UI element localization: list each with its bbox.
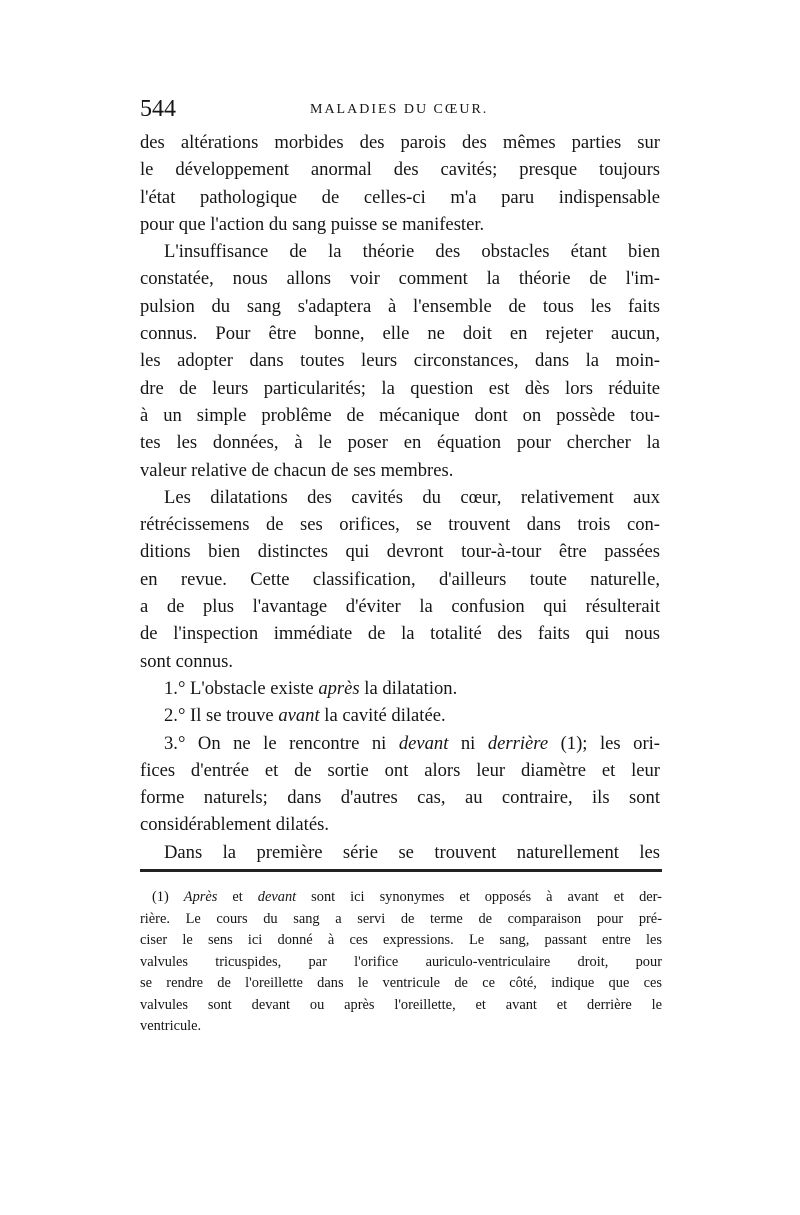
list-item-2 [140, 702, 660, 729]
italic-term: après [318, 677, 360, 699]
text-line: tes les données, à le poser en équation pour chercher la [140, 432, 660, 454]
paragraph-start: Dans la première série se trouvent naturellement les [164, 841, 660, 863]
text-line: dre de leurs particularités; la question est dès lors réduite [140, 377, 660, 399]
footnote-line: rière. Le cours du sang a servi de terme de comparaison pour pré- [140, 910, 662, 927]
italic-term: avant [278, 705, 320, 727]
list-item-3 [140, 730, 660, 757]
footnote-line [140, 887, 662, 909]
text-line: pour que l'action du sang puisse se manifester. [140, 213, 485, 235]
footnote-line: ciser le sens ici donné à ces expressions. Le sang, passant entre les [140, 932, 662, 948]
footnote-divider [140, 869, 662, 872]
list-item-text: la dilatation. [359, 677, 458, 699]
text-line: a de plus l'avantage d'éviter la confusion qui résulterait [140, 596, 660, 618]
text-line: connus. Pour être bonne, elle ne doit en rejeter aucun, [140, 323, 660, 345]
text-line: valeur relative de chacun de ses membres. [140, 459, 454, 481]
text-line: constatée, nous allons voir comment la théorie de l'im- [140, 268, 660, 290]
text-line: à un simple problême de mécanique dont on possède tou- [140, 404, 660, 426]
text-line: forme naturels; dans d'autres cas, au contraire, ils sont [140, 787, 660, 809]
list-item-text: 1.° L'obstacle existe [164, 677, 319, 699]
list-item-text: 3.° On ne le rencontre ni [164, 732, 399, 754]
italic-term: devant [398, 732, 449, 754]
text-line: l'état pathologique de celles-ci m'a paru indispensable [140, 186, 660, 208]
paragraph-start: L'insuffisance de la théorie des obstacles étant bien [164, 241, 660, 263]
footnote-line: ventricule. [140, 1018, 202, 1034]
footnote-text: sont ici synonymes et opposés à avant et der- [296, 889, 662, 905]
running-title: MALADIES DU CŒUR. [310, 102, 489, 117]
list-item-text: ni [448, 732, 488, 754]
list-item-text: 2.° Il se trouve [164, 705, 279, 727]
page-header [140, 96, 660, 126]
footnote-text: et [217, 889, 258, 905]
footnote-marker: (1) [152, 889, 184, 905]
footnote-line: valvules tricuspides, par l'orifice auriculo-ventriculaire droit, pour [140, 953, 662, 970]
italic-term: derrière [487, 732, 549, 754]
page-number: 544 [140, 96, 176, 122]
footnote-line: se rendre de l'oreillette dans le ventricule de ce côté, indique que ces [140, 975, 662, 991]
text-line: ditions bien distinctes qui devront tour-à-tour être passées [140, 541, 660, 563]
text-line: les adopter dans toutes leurs circonstances, dans la moin- [140, 350, 660, 372]
text-line: considérablement dilatés. [140, 814, 329, 836]
italic-term: Après [183, 889, 218, 905]
list-item-text: la cavité dilatée. [319, 705, 446, 727]
text-line: des altérations morbides des parois des mêmes parties sur [140, 132, 660, 153]
text-line: rétrécissemens de ses orifices, se trouvent dans trois con- [140, 514, 660, 536]
text-line: pulsion du sang s'adaptera à l'ensemble de tous les faits [140, 295, 660, 317]
text-line: en revue. Cette classification, d'ailleurs toute naturelle, [140, 568, 660, 590]
footnote-ref-text: (1); les ori- [548, 732, 660, 754]
footnote [140, 887, 662, 1038]
text-line: fices d'entrée et de sortie ont alors leur diamètre et leur [140, 759, 660, 781]
body-text [140, 129, 660, 866]
footnote-line: valvules sont devant ou après l'oreillette, et avant et derrière le [140, 996, 662, 1013]
italic-term: devant [257, 889, 297, 905]
paragraph-start: Les dilatations des cavités du cœur, relativement aux [164, 486, 660, 508]
list-item-1 [140, 675, 660, 702]
text-line: le développement anormal des cavités; presque toujours [140, 159, 660, 181]
text-line: de l'inspection immédiate de la totalité des faits qui nous [140, 623, 660, 645]
text-line: sont connus. [140, 650, 233, 672]
